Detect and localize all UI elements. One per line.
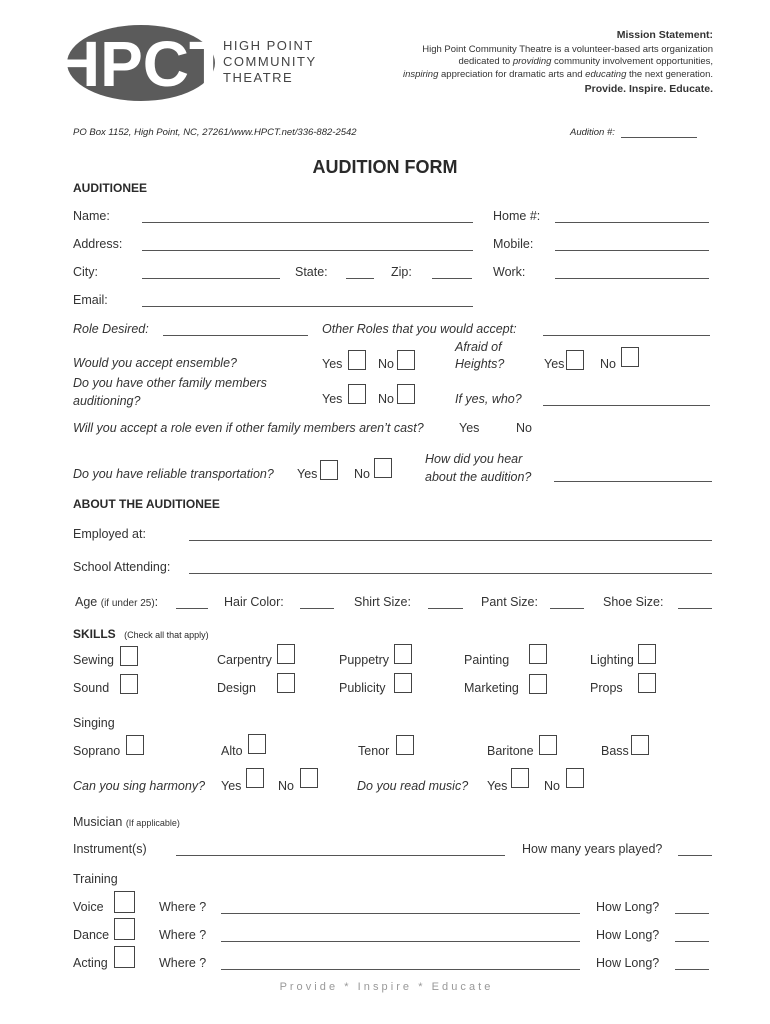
other-roles-field[interactable] [543, 335, 710, 336]
training-acting-howlong-label: How Long? [596, 956, 660, 970]
mission-line: High Point Community Theatre is a volunteer-based arts organization [422, 43, 713, 55]
skill-sound-checkbox[interactable] [120, 674, 138, 694]
training-acting-where-label: Where ? [159, 956, 207, 970]
org-name-line: THEATRE [223, 70, 294, 85]
logo [53, 22, 229, 102]
heights-yes-checkbox[interactable] [566, 350, 584, 370]
voice-bass-checkbox[interactable] [631, 735, 649, 755]
skill-puppetry-label: Puppetry [339, 653, 390, 667]
skills-heading: SKILLS (Check all that apply) [73, 627, 209, 641]
skill-lighting-label: Lighting [590, 653, 634, 667]
read-music-label: Do you read music? [357, 779, 469, 793]
voice-soprano-label: Soprano [73, 744, 121, 758]
shoe-size-label: Shoe Size: [603, 595, 664, 609]
training-dance-howlong-label: How Long? [596, 928, 660, 942]
work-phone-label: Work: [493, 265, 526, 279]
ensemble-label: Would you accept ensemble? [73, 356, 237, 370]
email-label: Email: [73, 293, 108, 307]
address-label: Address: [73, 237, 123, 251]
training-dance-howlong-field[interactable] [675, 941, 709, 942]
voice-alto-checkbox[interactable] [248, 734, 266, 754]
city-field[interactable] [142, 278, 280, 279]
logo-mark [53, 22, 229, 102]
harmony-no-label: No [278, 779, 294, 793]
shirt-size-label: Shirt Size: [354, 595, 411, 609]
transportation-label: Do you have reliable transportation? [73, 467, 274, 481]
form-title: AUDITION FORM [312, 157, 458, 177]
training-dance-where-label: Where ? [159, 928, 207, 942]
mobile-phone-field[interactable] [555, 250, 709, 251]
read-music-yes-label: Yes [487, 779, 508, 793]
mission-title: Mission Statement: [616, 29, 713, 41]
employed-field[interactable] [189, 540, 712, 541]
voice-alto-label: Alto [221, 744, 243, 758]
accept-role-label: Will you accept a role even if other family members aren’t cast? [73, 421, 424, 435]
state-label: State: [295, 265, 328, 279]
skill-painting-label: Painting [464, 653, 510, 667]
zip-field[interactable] [432, 278, 472, 279]
family-yes-checkbox[interactable] [348, 384, 366, 404]
accept-role-yes[interactable]: Yes [459, 421, 480, 435]
skill-marketing-checkbox[interactable] [529, 674, 547, 694]
skill-publicity-label: Publicity [339, 681, 386, 695]
ensemble-no-label: No [378, 357, 394, 371]
shoe-size-field[interactable] [678, 608, 712, 609]
harmony-no-checkbox[interactable] [300, 768, 318, 788]
skill-publicity-checkbox[interactable] [394, 673, 412, 693]
age-field[interactable] [176, 608, 208, 609]
home-phone-label: Home #: [493, 209, 541, 223]
read-music-no-label: No [544, 779, 560, 793]
training-heading: Training [73, 872, 118, 886]
heights-no-label: No [600, 357, 616, 371]
ensemble-no-checkbox[interactable] [397, 350, 415, 370]
training-voice-checkbox[interactable] [114, 891, 135, 913]
voice-tenor-checkbox[interactable] [396, 735, 414, 755]
pant-size-field[interactable] [550, 608, 584, 609]
skill-sewing-label: Sewing [73, 653, 114, 667]
transport-yes-label: Yes [297, 467, 318, 481]
family-no-label: No [378, 392, 394, 406]
logo-letters: HPCT [53, 28, 229, 100]
skill-lighting-checkbox[interactable] [638, 644, 656, 664]
age-label: Age (if under 25): [75, 595, 159, 609]
org-name-line: COMMUNITY [223, 54, 317, 69]
training-acting-where-field[interactable] [221, 969, 580, 970]
skill-props-checkbox[interactable] [638, 673, 656, 693]
heights-yes-label: Yes [544, 357, 565, 371]
audition-number-field[interactable] [621, 137, 697, 138]
read-music-yes-checkbox[interactable] [511, 768, 529, 788]
harmony-label: Can you sing harmony? [73, 779, 206, 793]
zip-label: Zip: [391, 265, 412, 279]
hair-color-label: Hair Color: [224, 595, 284, 609]
years-played-label: How many years played? [522, 842, 663, 856]
training-voice-label: Voice [73, 900, 104, 914]
hear-about-label: How did you hear about the audition? [425, 452, 532, 484]
musician-heading: Musician (If applicable) [73, 815, 180, 829]
accept-role-no[interactable]: No [516, 421, 532, 435]
tagline: Provide. Inspire. Educate. [584, 83, 713, 95]
years-played-field[interactable] [678, 855, 712, 856]
skill-props-label: Props [590, 681, 623, 695]
role-desired-label: Role Desired: [73, 322, 149, 336]
mission-line: dedicated to providing community involvement opportunities, [458, 56, 713, 67]
skill-marketing-label: Marketing [464, 681, 519, 695]
transport-no-label: No [354, 467, 370, 481]
home-phone-field[interactable] [555, 222, 709, 223]
org-name [223, 38, 317, 86]
address-line: PO Box 1152, High Point, NC, 27261/www.HPCT.net/336-882-2542 [73, 127, 357, 138]
mission-statement [403, 29, 713, 96]
name-label: Name: [73, 209, 110, 223]
transport-yes-checkbox[interactable] [320, 460, 338, 480]
heights-no-checkbox[interactable] [621, 347, 639, 367]
other-roles-label: Other Roles that you would accept: [322, 322, 517, 336]
ensemble-yes-label: Yes [322, 357, 343, 371]
city-label: City: [73, 265, 98, 279]
training-voice-howlong-field[interactable] [675, 913, 709, 914]
training-dance-where-field[interactable] [221, 941, 580, 942]
skill-sewing-checkbox[interactable] [120, 646, 138, 666]
instruments-field[interactable] [176, 855, 505, 856]
skill-carpentry-label: Carpentry [217, 653, 272, 667]
org-name-line: HIGH POINT [223, 38, 314, 53]
voice-soprano-checkbox[interactable] [126, 735, 144, 755]
pant-size-label: Pant Size: [481, 595, 538, 609]
email-field[interactable] [142, 306, 473, 307]
if-yes-who-label: If yes, who? [455, 392, 522, 406]
family-auditioning-label: Do you have other family members auditioning? [73, 376, 267, 408]
voice-baritone-checkbox[interactable] [539, 735, 557, 755]
ensemble-yes-checkbox[interactable] [348, 350, 366, 370]
singing-heading: Singing [73, 716, 115, 730]
training-acting-howlong-field[interactable] [675, 969, 709, 970]
read-music-no-checkbox[interactable] [566, 768, 584, 788]
training-acting-label: Acting [73, 956, 108, 970]
footer-tagline: P r o v i d e * I n s p i r e * E d u c a t e [279, 981, 491, 993]
shirt-size-field[interactable] [428, 608, 463, 609]
training-dance-label: Dance [73, 928, 110, 942]
section-about: ABOUT THE AUDITIONEE [73, 497, 220, 511]
if-yes-who-field[interactable] [543, 405, 710, 406]
employed-label: Employed at: [73, 527, 146, 541]
training-voice-where-label: Where ? [159, 900, 207, 914]
address-field[interactable] [142, 250, 473, 251]
skill-design-label: Design [217, 681, 256, 695]
skill-puppetry-checkbox[interactable] [394, 644, 412, 664]
work-phone-field[interactable] [555, 278, 709, 279]
skill-carpentry-checkbox[interactable] [277, 644, 295, 664]
voice-tenor-label: Tenor [358, 744, 390, 758]
audition-number-label: Audition #: [570, 127, 615, 138]
mission-line: inspiring appreciation for dramatic arts and educating the next generation. [402, 68, 713, 80]
instruments-label: Instrument(s) [73, 842, 147, 856]
mobile-phone-label: Mobile: [493, 237, 534, 251]
harmony-yes-label: Yes [221, 779, 242, 793]
afraid-heights-label: Afraid of Heights? [455, 340, 505, 371]
school-label: School Attending: [73, 560, 171, 574]
harmony-yes-checkbox[interactable] [246, 768, 264, 788]
skill-sound-label: Sound [73, 681, 110, 695]
voice-baritone-label: Baritone [487, 744, 534, 758]
training-voice-howlong-label: How Long? [596, 900, 660, 914]
section-auditionee: AUDITIONEE [73, 181, 148, 195]
school-field[interactable] [189, 573, 712, 574]
hear-about-field[interactable] [554, 481, 712, 482]
role-desired-field[interactable] [163, 335, 308, 336]
family-yes-label: Yes [322, 392, 343, 406]
skill-design-checkbox[interactable] [277, 673, 295, 693]
training-acting-checkbox[interactable] [114, 946, 135, 968]
training-dance-checkbox[interactable] [114, 918, 135, 940]
voice-bass-label: Bass [601, 744, 629, 758]
state-field[interactable] [346, 278, 374, 279]
name-field[interactable] [142, 222, 473, 223]
skill-painting-checkbox[interactable] [529, 644, 547, 664]
training-voice-where-field[interactable] [221, 913, 580, 914]
family-no-checkbox[interactable] [397, 384, 415, 404]
hair-color-field[interactable] [300, 608, 334, 609]
transport-no-checkbox[interactable] [374, 458, 392, 478]
